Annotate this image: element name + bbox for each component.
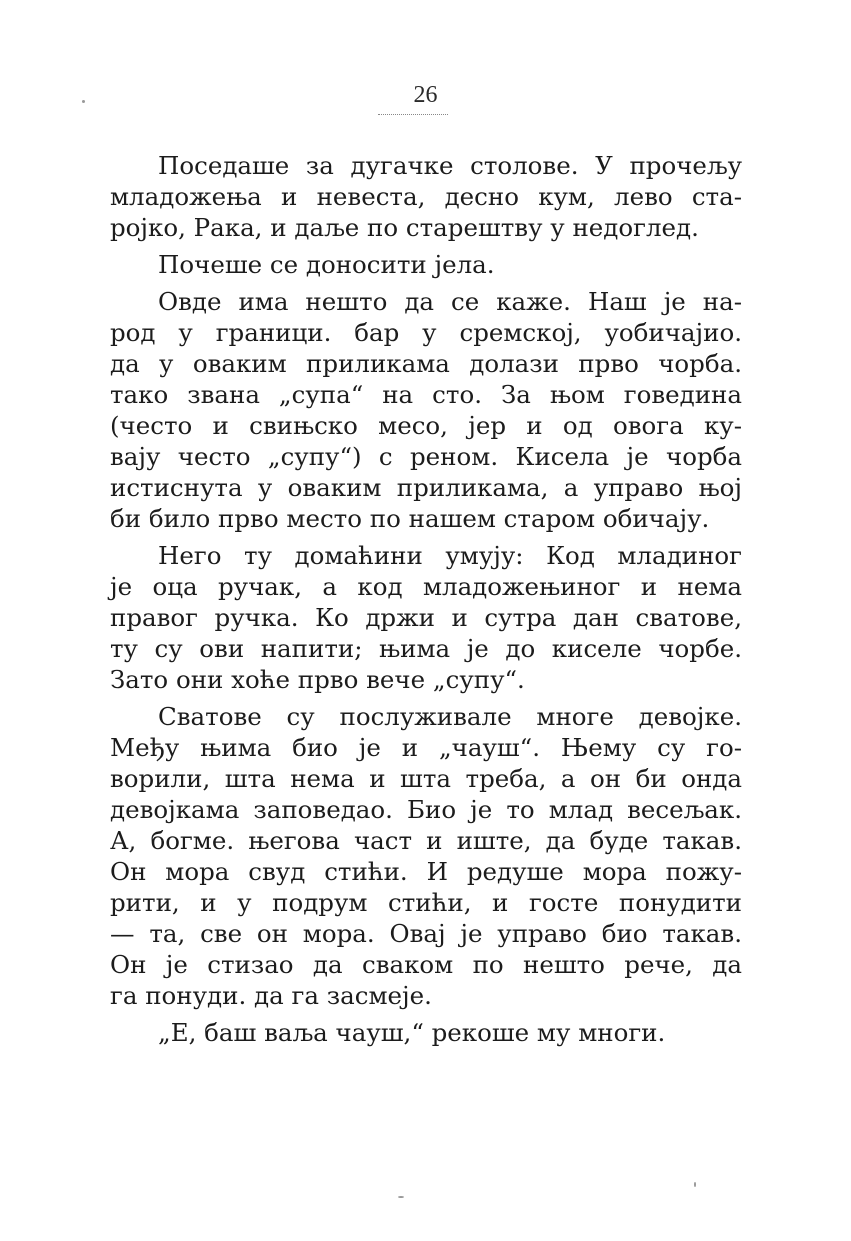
text-line: ту су ови напити; њима је до киселе чорбе. — [110, 634, 742, 663]
text-line: (често и свињско месо, јер и од овога ку- — [110, 411, 742, 440]
text-line: Он мора свуд стићи. И редуше мора пожу- — [110, 857, 742, 886]
text-line: младожења и невеста, десно кум, лево ста- — [110, 182, 742, 211]
text-line: А, богме. његова част и иште, да буде такав. — [110, 826, 742, 855]
scan-speck — [398, 1196, 404, 1198]
paragraph — [110, 249, 742, 280]
paragraph — [110, 1017, 742, 1048]
text-line: би било прво место по нашем старом обичају. — [110, 504, 710, 533]
text-line: Него ту домаћини умују: Код младиног — [158, 541, 742, 570]
paragraph — [110, 701, 742, 1011]
paragraph — [110, 540, 742, 695]
text-line: Овде има нешто да се каже. Наш је на- — [158, 287, 742, 316]
text-line: рити, и у подрум стићи, и госте понудити — [110, 888, 742, 917]
text-line: вају често „супу“) с реном. Кисела је чорба — [110, 442, 742, 471]
page-number-rule — [378, 114, 448, 115]
text-line: Он је стизао да сваком по нешто рече, да — [110, 950, 742, 979]
text-line: ворили, шта нема и шта треба, а он би онда — [110, 764, 742, 793]
text-line: да у оваким приликама долази прво чорба. — [110, 349, 742, 378]
text-line: истиснута у оваким приликама, а управо њој — [110, 473, 742, 502]
scan-speck — [694, 1182, 696, 1187]
text-line: тако звана „супа“ на сто. За њом говедина — [110, 380, 742, 409]
scan-speck — [82, 100, 85, 103]
text-line: „Е, баш ваља чауш,“ рекоше му многи. — [158, 1018, 666, 1047]
text-line: Поседаше за дугачке столове. У прочељу — [158, 151, 742, 180]
text-line: правог ручка. Ко држи и сутра дан сватове, — [110, 603, 742, 632]
text-line: — та, све он мора. Овај је управо био такав. — [110, 919, 742, 948]
text-line: ројко, Рака, и даље по старештву у недоглед. — [110, 213, 699, 242]
paragraph — [110, 286, 742, 534]
text-line: га понуди. да га засмеје. — [110, 981, 432, 1010]
text-line: Сватове су послуживале многе девојке. — [158, 702, 742, 731]
page-number: 26 — [413, 82, 438, 108]
text-line: род у граници. бар у сремској, уобичајио. — [110, 318, 742, 347]
text-line: Почеше се доносити јела. — [158, 250, 495, 279]
text-line: Зато они хоће прво вече „супу“. — [110, 665, 525, 694]
body-text — [110, 150, 742, 1048]
paragraph — [110, 150, 742, 243]
text-line: девојкама заповедао. Био је то млад весељак. — [110, 795, 742, 824]
text-line: Међу њима био је и „чауш“. Њему су го- — [110, 733, 742, 762]
text-line: је оца ручак, а код младожењиног и нема — [110, 572, 742, 601]
